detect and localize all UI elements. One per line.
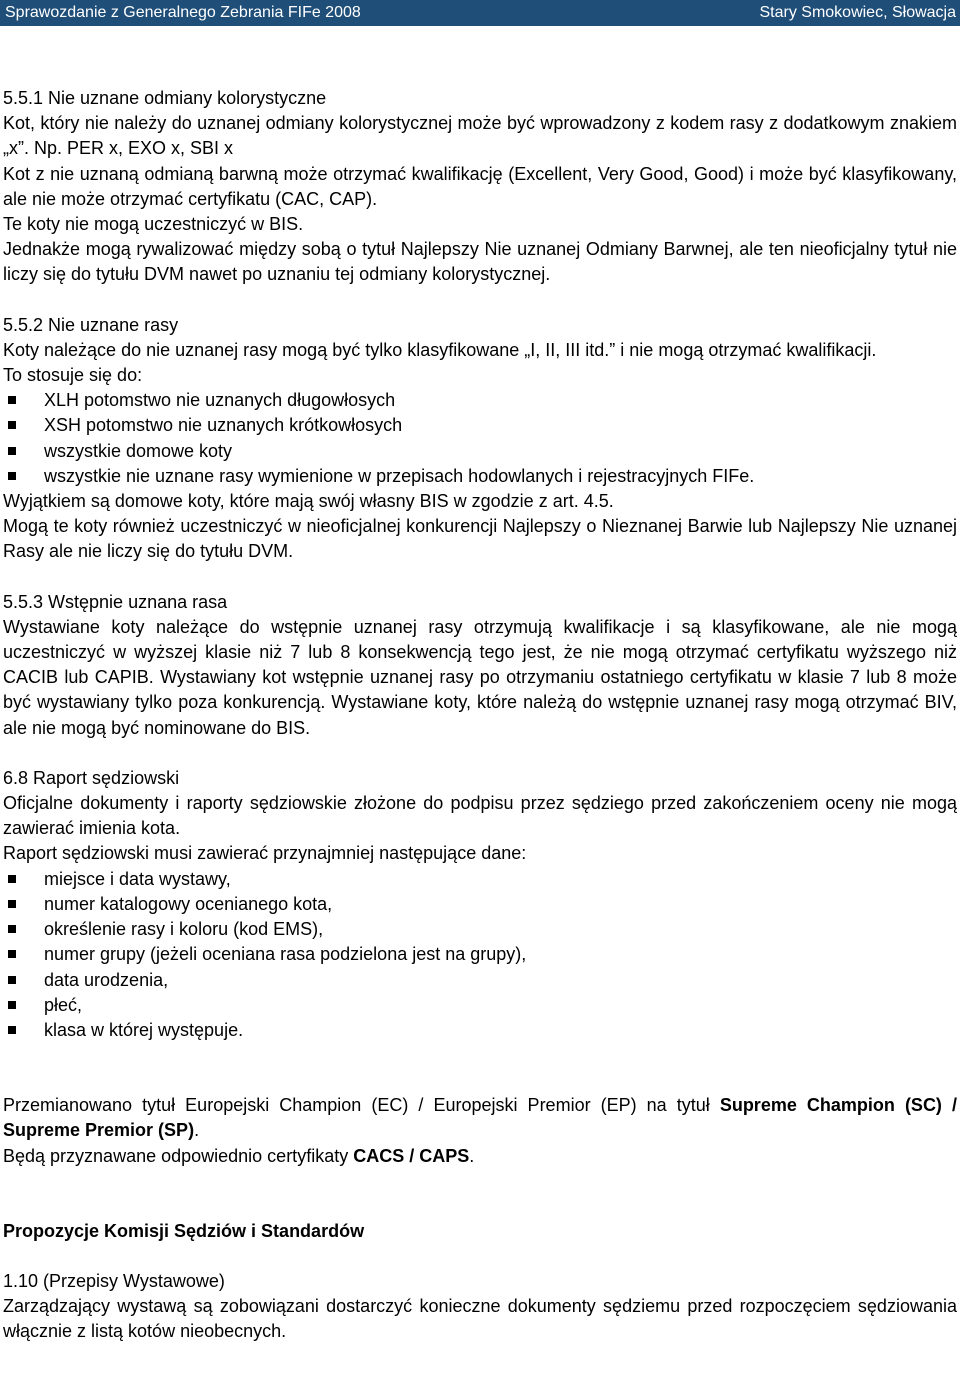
square-bullet-icon (8, 1026, 16, 1034)
paragraph-titles (3, 1093, 957, 1143)
paragraph: Kot, który nie należy do uznanej odmiany kolorystycznej może być wprowadzony z kodem rasy z dodatkowym znakiem „x”. Np. PER x, EXO x, SBI x (3, 113, 957, 159)
list-item-text: określenie rasy i koloru (kod EMS), (44, 919, 324, 940)
list-item (3, 942, 957, 967)
paragraph: To stosuje się do: (3, 365, 143, 386)
paragraph: Wyjątkiem są domowe koty, które mają swój własny BIS w zgodzie z art. 4.5. (3, 491, 614, 512)
paragraph-certificates (3, 1144, 957, 1169)
section-heading-proposals (3, 1219, 957, 1244)
page-header (0, 0, 960, 26)
list-item-text: miejsce i data wystawy, (44, 868, 231, 889)
bullet-list (3, 867, 957, 1043)
spacer (3, 741, 957, 766)
section-heading-6-8: 6.8 Raport sędziowski (3, 767, 180, 788)
list-item-text: klasa w której występuje. (44, 1019, 244, 1040)
section-heading-5-5-2: 5.5.2 Nie uznane rasy (3, 314, 179, 335)
list-item (3, 892, 957, 917)
list-item-text: wszystkie nie uznane rasy wymienione w przepisach hodowlanych i rejestracyjnych FIFe. (44, 465, 755, 486)
header-location: Stary Smokowiec, Słowacja (759, 4, 956, 21)
square-bullet-icon (8, 875, 16, 883)
square-bullet-icon (8, 976, 16, 984)
spacer (3, 288, 957, 313)
list-item-text: wszystkie domowe koty (44, 440, 233, 461)
header-title: Sprawozdanie z Generalnego Zebrania FIFe 2008 (5, 4, 361, 21)
list-item (3, 439, 957, 464)
paragraph: Jednakże mogą rywalizować między sobą o tytuł Najlepszy Nie uznanej Odmiany Barwnej, ale ten nieoficjalny tytuł nie liczy się do tytułu DVM nawet po uznaniu tej odmiany kolorystycznej. (3, 239, 957, 285)
section-heading-1-10: 1.10 (Przepisy Wystawowe) (3, 1270, 225, 1291)
list-item-text: XSH potomstwo nie uznanych krótkowłosych (44, 415, 403, 436)
square-bullet-icon (8, 950, 16, 958)
list-item (3, 917, 957, 942)
paragraph: Kot z nie uznaną odmianą barwną może otrzymać kwalifikację (Excellent, Very Good, Good) i może być klasyfikowany, ale nie może otrzymać certyfikatu (CAC, CAP). (3, 163, 957, 209)
paragraph: Raport sędziowski musi zawierać przynajmniej następujące dane: (3, 843, 527, 864)
square-bullet-icon (8, 472, 16, 480)
list-item-text: XLH potomstwo nie uznanych długowłosych (44, 390, 396, 411)
list-item-text: numer katalogowy ocenianego kota, (44, 893, 333, 914)
paragraph: Mogą te koty również uczestniczyć w nieoficjalnej konkurencji Najlepszy o Nieznanej Barwie lub Najlepszy Nie uznanej Rasy ale nie liczy się do tytułu DVM. (3, 516, 957, 562)
section-heading-5-5-1: 5.5.1 Nie uznane odmiany kolorystyczne (3, 88, 327, 108)
list-item (3, 968, 957, 993)
spacer (3, 1244, 957, 1269)
square-bullet-icon (8, 421, 16, 429)
list-item (3, 464, 957, 489)
paragraph: Oficjalne dokumenty i raporty sędziowskie złożone do podpisu przez sędziego przed zakończeniem oceny nie mogą zawierać imienia kota. (3, 793, 957, 839)
square-bullet-icon (8, 447, 16, 455)
bullet-list (3, 388, 957, 489)
square-bullet-icon (8, 1001, 16, 1009)
list-item-text: numer grupy (jeżeli oceniana rasa podzielona jest na grupy), (44, 944, 527, 965)
document-body (3, 86, 957, 1345)
square-bullet-icon (8, 396, 16, 404)
list-item (3, 388, 957, 413)
square-bullet-icon (8, 900, 16, 908)
bold-heading-text: Propozycje Komisji Sędziów i Standardów (3, 1220, 365, 1241)
text-run: . (469, 1145, 475, 1166)
text-run: Będą przyznawane odpowiednio certyfikaty (3, 1145, 354, 1166)
text-run: . (194, 1120, 200, 1141)
list-item (3, 413, 957, 438)
paragraph: Te koty nie mogą uczestniczyć w BIS. (3, 214, 304, 235)
spacer (3, 1169, 957, 1219)
text-run: Przemianowano tytuł Europejski Champion (EC) / Europejski Premior (EP) na tytuł (3, 1095, 720, 1116)
section-heading-5-5-3: 5.5.3 Wstępnie uznana rasa (3, 591, 228, 612)
paragraph: Koty należące do nie uznanej rasy mogą być tylko klasyfikowane „I, II, III itd.” i nie mogą otrzymać kwalifikacji. (3, 339, 877, 360)
list-item (3, 867, 957, 892)
paragraph: Zarządzający wystawą są zobowiązani dostarczyć konieczne dokumenty sędziemu przed rozpoczęciem sędziowania włącznie z listą kotów nieobecnych. (3, 1296, 957, 1342)
list-item-text: płeć, (44, 994, 83, 1015)
bold-title-text: Supreme Champion (SC) / Supreme Premior (SP) (3, 1095, 957, 1141)
list-item-text: data urodzenia, (44, 969, 169, 990)
spacer (3, 565, 957, 590)
square-bullet-icon (8, 925, 16, 933)
bold-certificate-text: CACS / CAPS (353, 1145, 470, 1166)
list-item (3, 1018, 957, 1043)
spacer (3, 1043, 957, 1093)
list-item (3, 993, 957, 1018)
paragraph: Wystawiane koty należące do wstępnie uznanej rasy otrzymują kwalifikacje i są klasyfikowane, ale nie mogą uczestniczyć w wyższej klasie niż 7 lub 8 konsekwencją tego jest, że nie mogą otrzymać certyfikatu wyższego niż CACIB lub CAPIB. Wystawiany kot wstępnie uznanej rasy po otrzymaniu ostatniego certyfikatu w klasie 7 lub 8 może być wystawiany tylko poza konkurencją. Wystawiane koty, które należą do wstępnie uznanej rasy mogą otrzymać BIV, ale nie mogą być nominowane do BIS. (3, 616, 957, 738)
